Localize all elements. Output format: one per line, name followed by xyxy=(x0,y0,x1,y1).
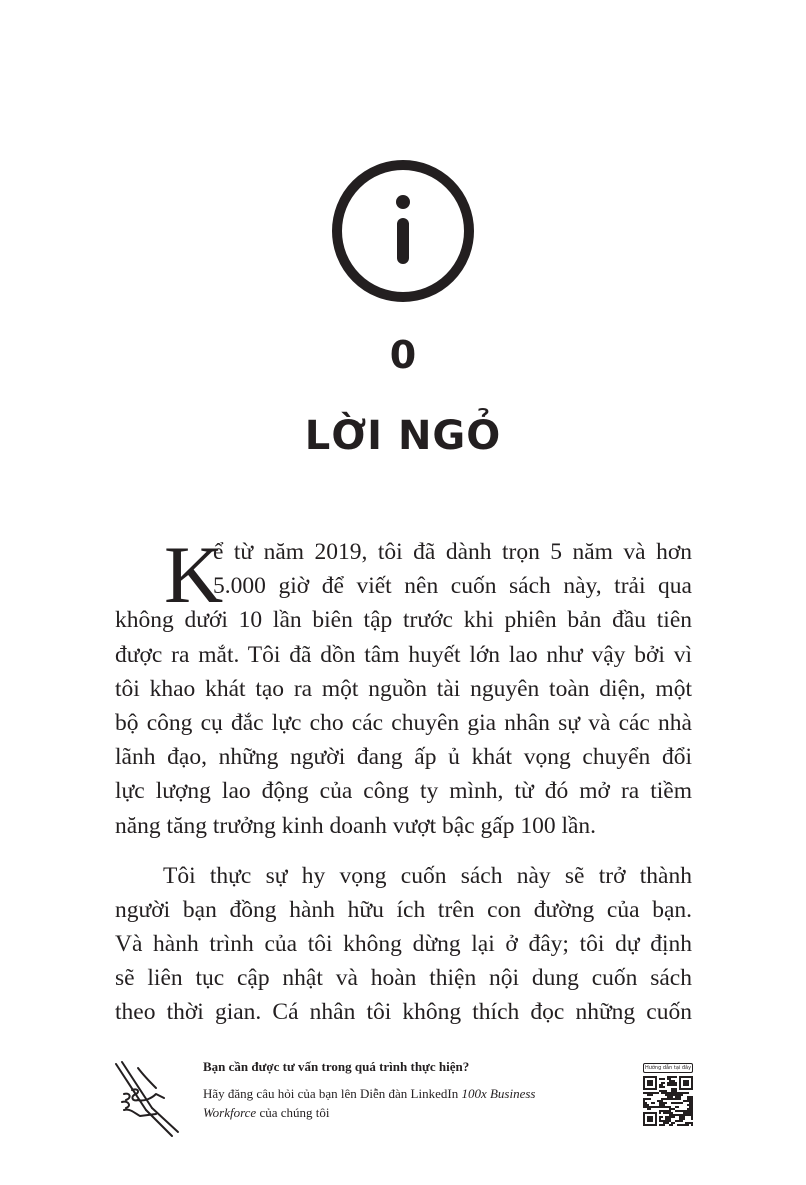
footer-heading: Bạn cần được tư vấn trong quá trình thực hiện? xyxy=(203,1059,470,1074)
paragraph-2-line: người bạn đồng hành hữu ích trên con đường của bạn. xyxy=(115,896,692,923)
footer-body-end: của chúng tôi xyxy=(256,1105,330,1120)
paragraph-1-line: năng tăng trưởng kinh doanh vượt bậc gấp 100 lần. xyxy=(115,812,597,839)
drop-cap: K xyxy=(164,529,224,620)
paragraph-2-line: Và hành trình của tôi không dừng lại ở đây; tôi dự định xyxy=(115,931,692,958)
forum-name[interactable]: 100x Business xyxy=(461,1086,536,1101)
paragraph-2-line: Tôi thực sự hy vọng cuốn sách này sẽ trở thành xyxy=(163,862,692,889)
paragraph-1-line: bộ công cụ đắc lực cho các chuyên gia nhân sự và các nhà xyxy=(115,709,692,736)
paragraph-1-line: được ra mắt. Tôi đã dồn tâm huyết lớn lao như vậy bởi vì xyxy=(115,641,692,668)
paragraph-1-line: lực lượng lao động của công ty mình, từ đó mở ra tiềm xyxy=(115,778,692,805)
forum-name-cont[interactable]: Workforce xyxy=(203,1105,257,1120)
paragraph-1-line: 5.000 giờ để viết nên cuốn sách này, trải qua xyxy=(213,573,692,600)
body-text xyxy=(115,529,692,1030)
chapter-number: 0 xyxy=(389,333,417,377)
paragraph-2-line: theo thời gian. Cá nhân tôi không thích đọc những cuốn xyxy=(115,999,692,1026)
chapter-title: LỜI NGỎ xyxy=(304,413,502,459)
qr-code-icon[interactable] xyxy=(643,1076,693,1126)
paragraph-1-line: tôi khao khát tạo ra một nguồn tài nguyên toàn diện, một xyxy=(115,675,692,702)
footer-body xyxy=(203,1084,613,1122)
info-circle-icon xyxy=(330,158,476,304)
paragraph-2-line: sẽ liên tục cập nhật và hoàn thiện nội dung cuốn sách xyxy=(115,965,692,992)
footer-note xyxy=(203,1058,613,1122)
paragraph-1-line: ể từ năm 2019, tôi đã dành trọn 5 năm và hơn xyxy=(213,539,692,565)
paragraph-1-line: không dưới 10 lần biên tập trước khi phiên bản đầu tiên xyxy=(115,607,692,634)
footer-body-text: Hãy đăng câu hỏi của bạn lên Diễn đàn LinkedIn xyxy=(203,1086,462,1101)
hand-holding-rope-icon xyxy=(110,1058,186,1138)
paragraph-1-line: lãnh đạo, những người đang ấp ủ khát vọng chuyển đổi xyxy=(115,744,692,771)
qr-label: Hướng dẫn tại đây xyxy=(644,1065,692,1071)
